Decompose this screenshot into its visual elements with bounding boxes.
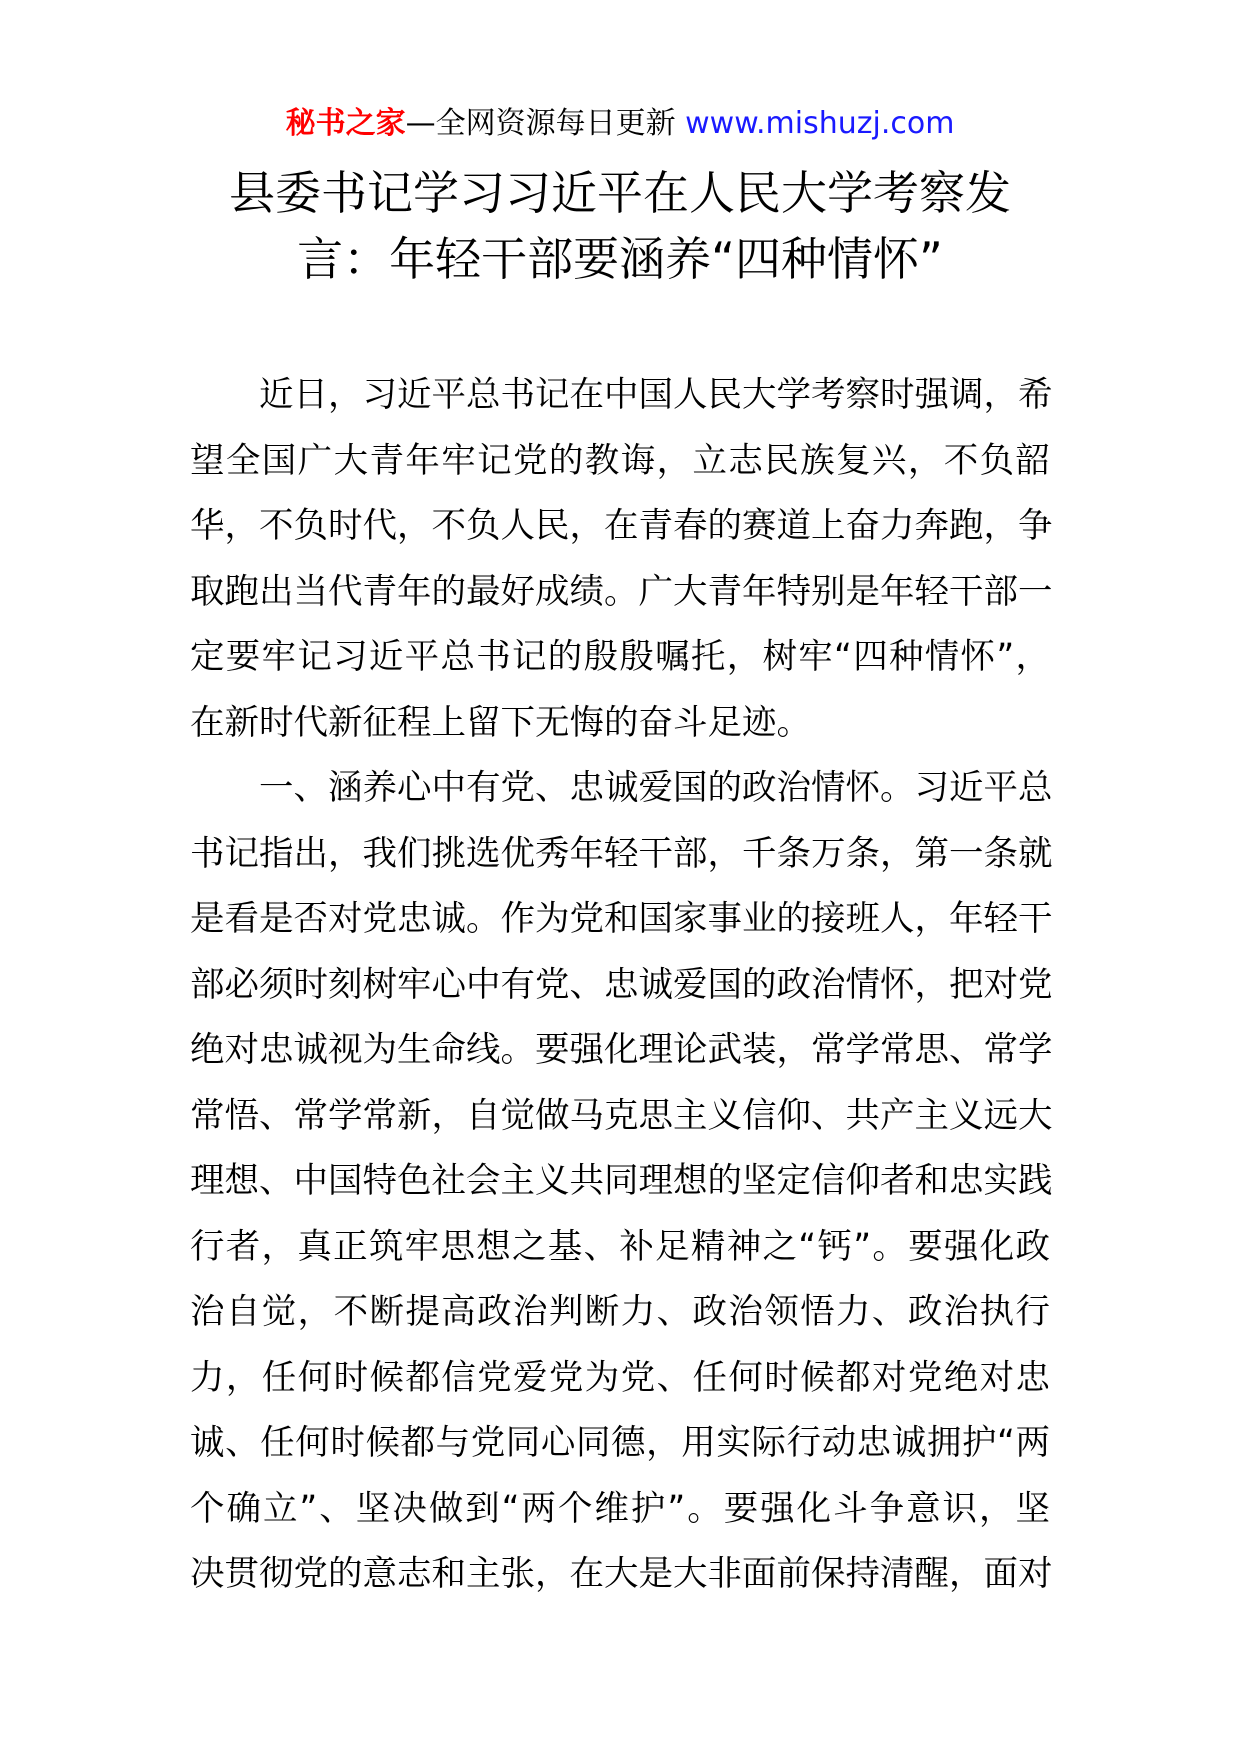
title-line-2: 言：年轻干部要涵养“四种情怀” <box>297 232 943 286</box>
body-line: 近日，习近平总书记在中国人民大学考察时强调，希 <box>259 375 1053 415</box>
site-brand: 秘书之家 <box>285 106 406 141</box>
body-line: 决贯彻党的意志和主张，在大是大非面前保持清醒，面对 <box>190 1554 1053 1594</box>
body-line: 一、涵养心中有党、忠诚爱国的政治情怀。习近平总 <box>259 768 1053 808</box>
title-line-1: 县委书记学习习近平在人民大学考察发 <box>229 166 1011 220</box>
body-line: 力，任何时候都信党爱党为党、任何时候都对党绝对忠 <box>190 1357 1050 1398</box>
body-line: 华，不负时代，不负人民，在青春的赛道上奋力奔跑，争 <box>190 506 1053 546</box>
body-line: 望全国广大青年牢记党的教诲，立志民族复兴，不负韶 <box>190 440 1050 481</box>
body-line: 理想、中国特色社会主义共同理想的坚定信仰者和忠实践 <box>190 1161 1053 1201</box>
body-line: 常悟、常学常新，自觉做马克思主义信仰、共产主义远大 <box>190 1095 1053 1136</box>
body-line: 在新时代新征程上留下无悔的奋斗足迹。 <box>190 702 811 743</box>
site-tagline: —全网资源每日更新 <box>405 106 676 141</box>
document-body <box>190 363 1053 1608</box>
body-line: 绝对忠诚视为生命线。要强化理论武装，常学常思、常学 <box>190 1030 1053 1070</box>
body-line: 治自觉，不断提高政治判断力、政治领悟力、政治执行 <box>190 1292 1050 1332</box>
site-header <box>0 103 1240 145</box>
body-line: 取跑出当代青年的最好成绩。广大青年特别是年轻干部一 <box>190 571 1053 612</box>
body-line: 书记指出，我们挑选优秀年轻干部，千条万条，第一条就 <box>190 833 1053 874</box>
site-url: www.mishuzj.com <box>685 106 955 141</box>
body-line: 诚、任何时候都与党同心同德，用实际行动忠诚拥护“两 <box>190 1423 1050 1463</box>
body-line: 个确立”、坚决做到“两个维护”。要强化斗争意识，坚 <box>190 1488 1050 1529</box>
body-line: 行者，真正筑牢思想之基、补足精神之“钙”。要强化政 <box>190 1226 1050 1267</box>
document-title <box>190 160 1050 292</box>
body-line: 部必须时刻树牢心中有党、忠诚爱国的政治情怀，把对党 <box>190 964 1053 1005</box>
body-line: 定要牢记习近平总书记的殷殷嘱托，树牢“四种情怀”， <box>190 637 1050 677</box>
body-line: 是看是否对党忠诚。作为党和国家事业的接班人，年轻干 <box>190 899 1053 939</box>
